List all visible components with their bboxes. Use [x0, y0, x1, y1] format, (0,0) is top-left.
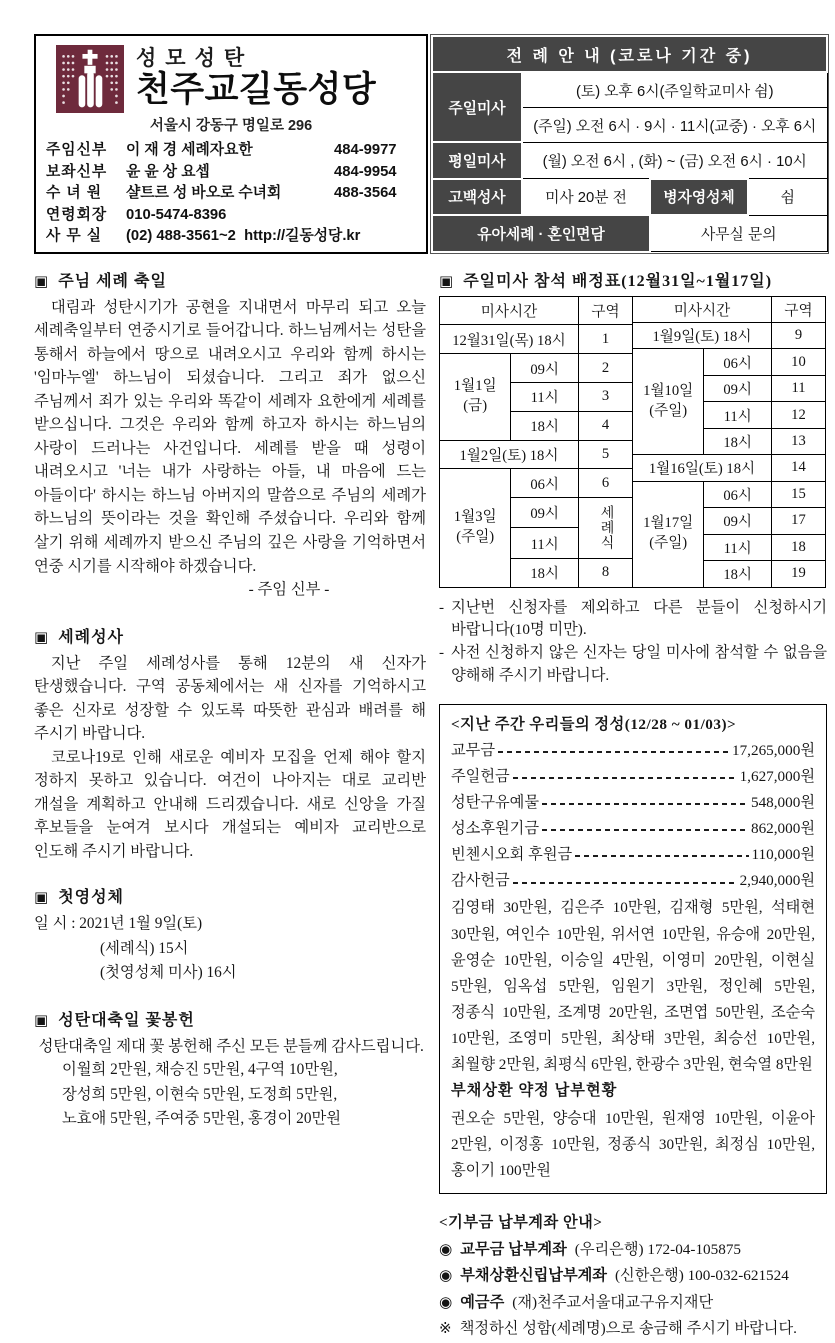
pastor-signature: - 주임 신부 - — [248, 581, 330, 599]
debt-donor-list: 권오순 5만원, 양승대 10만원, 원재영 10만원, 이윤아 2만원, 이정홍 10만원, 정종식 30만원, 최정심 10만원, 홍이기 100만원 — [451, 1109, 815, 1179]
infant-baptism-value: 사무실 문의 — [650, 215, 827, 251]
account-number: (우리은행) 172-04-105875 — [574, 1240, 742, 1258]
assignment-table-heading — [439, 268, 827, 291]
contact-phone: 488-3564 — [334, 185, 397, 201]
contact-label: 주임신부 — [46, 142, 108, 158]
date-cell — [633, 349, 704, 455]
contact-row — [46, 205, 416, 227]
contact-value: 010-5474-8396 — [126, 206, 227, 223]
sick-communion-value: 쉼 — [748, 179, 827, 215]
section-heading — [34, 268, 426, 291]
zone-cell: 5 — [578, 440, 632, 469]
offering-label: 감사헌금 — [451, 872, 510, 890]
section-paragraph: 코로나19로 인해 새로운 예비자 모집을 언제 해야 할지 정하지 못하고 있습니다. 여건이 나아지는 대로 교리반 개설을 계획하고 안내해 드리겠습니다. 새로 신앙을 가질 후보들을 눈여겨 보시다 개설되는 예비자 교리반으로 인도해 주시기 바랍니다. — [34, 748, 426, 860]
offering-amount: 1,627,000원 — [739, 767, 815, 785]
offering-title: <지난 주간 우리들의 정성(12/28 ~ 01/03)> — [451, 715, 737, 733]
assignment-table-right — [632, 296, 826, 588]
parish-titles — [136, 41, 416, 108]
offering-label: 빈첸시오회 후원금 — [451, 846, 573, 864]
account-holder: (재)천주교서울대교구유지재단 — [512, 1293, 714, 1311]
mass-time-cell: 06시 — [704, 349, 772, 375]
note-text: 사전 신청하지 않은 신자는 당일 미사에 참석할 수 없음을 양해해 주시기 바랍니다. — [451, 644, 827, 684]
account-note — [439, 1316, 827, 1343]
mass-time-cell: 06시 — [511, 469, 579, 498]
flower-donor-line: 이월희 2만원, 채승진 5만원, 4구역 10만원, — [62, 1061, 338, 1079]
section-marker-icon: ▣ — [34, 273, 50, 290]
contact-value — [126, 226, 416, 248]
section-body: 대림과 성탄시기가 공현을 지내면서 마무리 되고 오늘 세례축일부터 연중시기로 들어갑니다. 하느님께서는 성탄을 통해서 하늘에서 땅으로 내려오시고 우리와 함께 하시는 '임마누엘' 하느님이 되셨습니다. 그리고 죄가 없으신 주님께서 죄가 있는 우리와 똑같이 세례자 요한에게 세례를 받으십니다. 그것은 우리와 함께 하고자 하시는 하느님의 사랑이 드러나는 사건입니다. 세례를 받을 때 성령이 내려오시고 '너는 내가 사랑하는 아들, 내 마음에 드는 아들이다' 하시는 하느님 아버지의 말씀으로 주님의 세례가 하느님의 뜻이라는 것을 확인해 주셨습니다. 우리와 함께 살기 위해 세례까지 받으신 주님의 깊은 사랑을 기억하면서 연중 시기를 시작해야 하겠습니다. — [34, 298, 426, 575]
zone-cell: 12 — [771, 402, 825, 428]
communion-mass-time: (첫영성체 미사) 16시 — [100, 964, 237, 982]
column-header-zone: 구역 — [771, 296, 825, 322]
offering-amount: 548,000원 — [750, 793, 815, 811]
contact-phone: 484-9954 — [334, 163, 397, 180]
dash-bullet: - — [439, 644, 445, 662]
account-item — [439, 1290, 827, 1317]
zone-cell: 15 — [771, 481, 825, 507]
column-header-time: 미사시간 — [633, 296, 772, 322]
date-cell — [440, 354, 511, 440]
infant-baptism-label: 유아세례 · 혼인면담 — [432, 215, 650, 251]
section-flower-offering — [34, 1007, 426, 1132]
section-marker-icon: ▣ — [34, 629, 50, 646]
mass-time-cell: 1월16일(토) 18시 — [633, 455, 772, 481]
mass-assignment-table — [439, 296, 827, 588]
dash-bullet: - — [439, 598, 445, 616]
confession-value: 미사 20분 전 — [522, 179, 650, 215]
dash-leader — [498, 743, 729, 758]
offering-item — [451, 868, 815, 894]
contact-value: 이 재 경 세례자요한 — [126, 142, 253, 158]
section-title: 세례성사 — [58, 628, 125, 646]
section-title: 성탄대축일 꽃봉헌 — [58, 1011, 195, 1029]
date-line: 1월1일 — [453, 378, 497, 395]
zone-cell: 19 — [771, 561, 825, 587]
date-line: 1월10일 — [643, 383, 694, 400]
section-baptism-feast — [34, 268, 426, 603]
column-header-time: 미사시간 — [440, 296, 579, 325]
date-line: (주일) — [456, 528, 495, 545]
reference-mark-icon: ※ — [439, 1320, 452, 1338]
section-title: 주일미사 참석 배정표(12월31일~1월17일) — [463, 272, 773, 290]
section-marker-icon: ▣ — [439, 273, 455, 290]
parish-info-box — [34, 34, 428, 254]
zone-cell: 14 — [771, 455, 825, 481]
dash-leader — [513, 874, 737, 889]
zone-cell: 17 — [771, 508, 825, 534]
section-first-communion — [34, 884, 426, 985]
offering-item — [451, 790, 815, 816]
sunday-mass-sunday: (주일) 오전 6시 · 9시 · 11시(교중) · 오후 6시 — [522, 108, 827, 143]
date-line: (주일) — [649, 402, 688, 419]
account-note-text: 책정하신 성함(세례명)으로 송금해 주시기 바랍니다. — [459, 1320, 797, 1338]
offering-label: 교무금 — [451, 741, 496, 759]
contact-label: 연령회장 — [46, 206, 108, 223]
confession-label: 고백성사 — [432, 179, 522, 215]
account-section-title: <기부금 납부계좌 안내> — [439, 1213, 603, 1231]
flower-intro: 성탄대축일 제대 꽃 봉헌해 주신 모든 분들께 감사드립니다. — [38, 1037, 424, 1055]
note-text: 지난번 신청자를 제외하고 다른 분들이 신청하시기 바랍니다(10명 미만). — [451, 598, 827, 639]
fisheye-bullet-icon: ◉ — [439, 1293, 453, 1311]
offering-item — [451, 764, 815, 790]
contact-value: 윤 윤 상 요셉 — [126, 163, 210, 180]
zone-cell: 6 — [578, 469, 632, 498]
mass-time-cell: 18시 — [511, 411, 579, 440]
zone-cell: 9 — [771, 322, 825, 348]
liturgy-title: 전 례 안 내 (코로나 기간 중) — [432, 36, 827, 72]
sunday-mass-saturday: (토) 오후 6시(주일학교미사 쉼) — [522, 72, 827, 108]
debt-repayment-heading: 부채상환 약정 납부현황 — [451, 1082, 618, 1100]
parish-name: 천주교길동성당 — [136, 70, 377, 109]
mass-time-cell: 12월31일(목) 18시 — [440, 325, 579, 354]
offering-amount: 17,265,000원 — [731, 741, 815, 759]
contact-label: 보좌신부 — [46, 163, 108, 180]
account-name: 교무금 납부계좌 — [460, 1240, 567, 1258]
fisheye-bullet-icon: ◉ — [439, 1267, 453, 1285]
liturgy-guide-table — [430, 34, 829, 254]
weekday-mass-times: (월) 오전 6시 , (화) ~ (금) 오전 6시 · 10시 — [522, 142, 827, 178]
parish-website-link[interactable]: http://길동성당.kr — [244, 228, 361, 244]
mass-time-cell: 09시 — [704, 375, 772, 401]
zone-cell: 4 — [578, 411, 632, 440]
mass-time-cell: 09시 — [704, 508, 772, 534]
offering-label: 주일헌금 — [451, 767, 510, 785]
mass-time-cell: 09시 — [511, 498, 579, 528]
church-logo-icon — [56, 45, 124, 113]
section-marker-icon: ▣ — [34, 1012, 50, 1029]
account-name: 예금주 — [460, 1293, 505, 1311]
office-phone: (02) 488-3561~2 — [126, 228, 236, 244]
parish-subtitle: 성모성탄 — [136, 47, 254, 70]
header-row — [34, 34, 827, 254]
flower-donor-line: 장성희 5만원, 이현숙 5만원, 도정희 5만원, — [62, 1085, 338, 1103]
mass-time-cell: 11시 — [704, 402, 772, 428]
weekly-offering-box — [439, 704, 827, 1194]
mass-time-cell: 18시 — [704, 428, 772, 454]
note-item — [439, 642, 827, 688]
offering-label: 성탄구유예물 — [451, 793, 540, 811]
zone-cell: 11 — [771, 375, 825, 401]
weekday-mass-label: 평일미사 — [432, 142, 522, 178]
contact-label: 사 무 실 — [46, 228, 103, 244]
section-heading — [34, 1007, 426, 1030]
dash-leader — [542, 821, 748, 836]
offering-item — [451, 738, 815, 764]
parish-address: 서울시 강동구 명일로 296 — [149, 118, 313, 134]
dash-leader — [575, 848, 748, 863]
section-title: 첫영성체 — [58, 889, 125, 907]
date-line: 1월3일 — [453, 509, 497, 526]
dash-leader — [542, 795, 748, 810]
account-item — [439, 1237, 827, 1264]
mass-time-cell: 11시 — [511, 382, 579, 411]
note-item — [439, 597, 827, 643]
dash-leader — [513, 769, 737, 784]
mass-time-cell: 1월9일(토) 18시 — [633, 322, 772, 348]
offering-label: 성소후원기금 — [451, 819, 540, 837]
account-item — [439, 1263, 827, 1290]
contact-row — [46, 183, 416, 205]
zone-cell: 1 — [578, 325, 632, 354]
assignment-table-left — [439, 296, 633, 588]
mass-time-cell: 1월2일(토) 18시 — [440, 440, 579, 469]
flower-donor-line: 노효애 5만원, 주여중 5만원, 홍경이 20만원 — [62, 1110, 342, 1128]
contact-row — [46, 226, 416, 248]
section-heading — [34, 624, 426, 647]
date-line: (주일) — [649, 535, 688, 552]
contact-row — [46, 140, 416, 162]
baptism-time: (세례식) 15시 — [100, 939, 189, 957]
zone-cell: 3 — [578, 382, 632, 411]
date-cell — [440, 469, 511, 587]
assignment-notes — [439, 597, 827, 688]
offering-item — [451, 842, 815, 868]
date-line: 1월17일 — [643, 515, 694, 532]
right-column — [439, 268, 827, 1343]
account-number: (신한은행) 100-032-621524 — [614, 1267, 789, 1285]
contact-label: 수 녀 원 — [46, 185, 103, 201]
zone-cell: 2 — [578, 354, 632, 383]
zone-cell: 10 — [771, 349, 825, 375]
account-name: 부채상환신립납부계좌 — [460, 1267, 607, 1285]
section-paragraph: 지난 주일 세례성사를 통해 12분의 새 신자가 탄생했습니다. 구역 공동체에서는 새 신자를 기억하시고 좋은 신자로 성장할 수 있도록 따뜻한 관심과 배려를 해 주시기 바랍니다. — [34, 654, 426, 743]
contact-phone: 484-9977 — [334, 142, 397, 158]
content-columns — [34, 268, 827, 1343]
mass-time-cell: 09시 — [511, 354, 579, 383]
thanksgiving-donor-list: 김영태 30만원, 김은주 10만원, 김재형 5만원, 석태현 30만원, 여인수 10만원, 위서연 10만원, 유승애 20만원, 윤영순 10만원, 이승일 4만원, 이영미 20만원, 이현실 5만원, 임옥섭 5만원, 임원기 3만원, 정인혜 5만원, 정종식 10만원, 조계명 20만원, 조면엽 50만원, 조순숙 10만원, 조영미 5만원, 최상태 3만원, 최승선 10만원, 최월향 2만원, 최평식 6만원, 한광수 3만원, 현숙열 8만원 — [451, 899, 815, 1074]
contact-row — [46, 162, 416, 184]
mass-time-cell: 11시 — [704, 534, 772, 560]
sunday-mass-label: 주일미사 — [432, 72, 522, 142]
sick-communion-label: 병자영성체 — [650, 179, 748, 215]
section-baptism-sacrament — [34, 624, 426, 864]
mass-time-cell: 11시 — [511, 528, 579, 558]
mass-time-cell: 18시 — [511, 558, 579, 587]
fisheye-bullet-icon: ◉ — [439, 1240, 453, 1258]
date-line: (금) — [463, 397, 488, 414]
contact-value: 샬트르 성 바오로 수녀회 — [126, 185, 282, 201]
section-heading — [34, 884, 426, 907]
baptism-ceremony-cell: 세례식 — [578, 498, 632, 558]
offering-amount: 862,000원 — [750, 819, 815, 837]
logo-row — [46, 41, 416, 113]
left-column — [34, 268, 426, 1343]
offering-amount: 110,000원 — [751, 846, 815, 864]
section-title: 주님 세례 축일 — [58, 272, 167, 290]
section-marker-icon: ▣ — [34, 890, 50, 907]
date-cell — [633, 481, 704, 587]
column-header-zone: 구역 — [578, 296, 632, 325]
zone-cell: 13 — [771, 428, 825, 454]
mass-time-cell: 06시 — [704, 481, 772, 507]
zone-cell: 8 — [578, 558, 632, 587]
donation-account-section — [439, 1210, 827, 1343]
zone-cell: 18 — [771, 534, 825, 560]
offering-amount: 2,940,000원 — [739, 872, 815, 890]
offering-item — [451, 816, 815, 842]
first-communion-date: 일 시 : 2021년 1월 9일(토) — [34, 915, 203, 933]
mass-time-cell: 18시 — [704, 561, 772, 587]
